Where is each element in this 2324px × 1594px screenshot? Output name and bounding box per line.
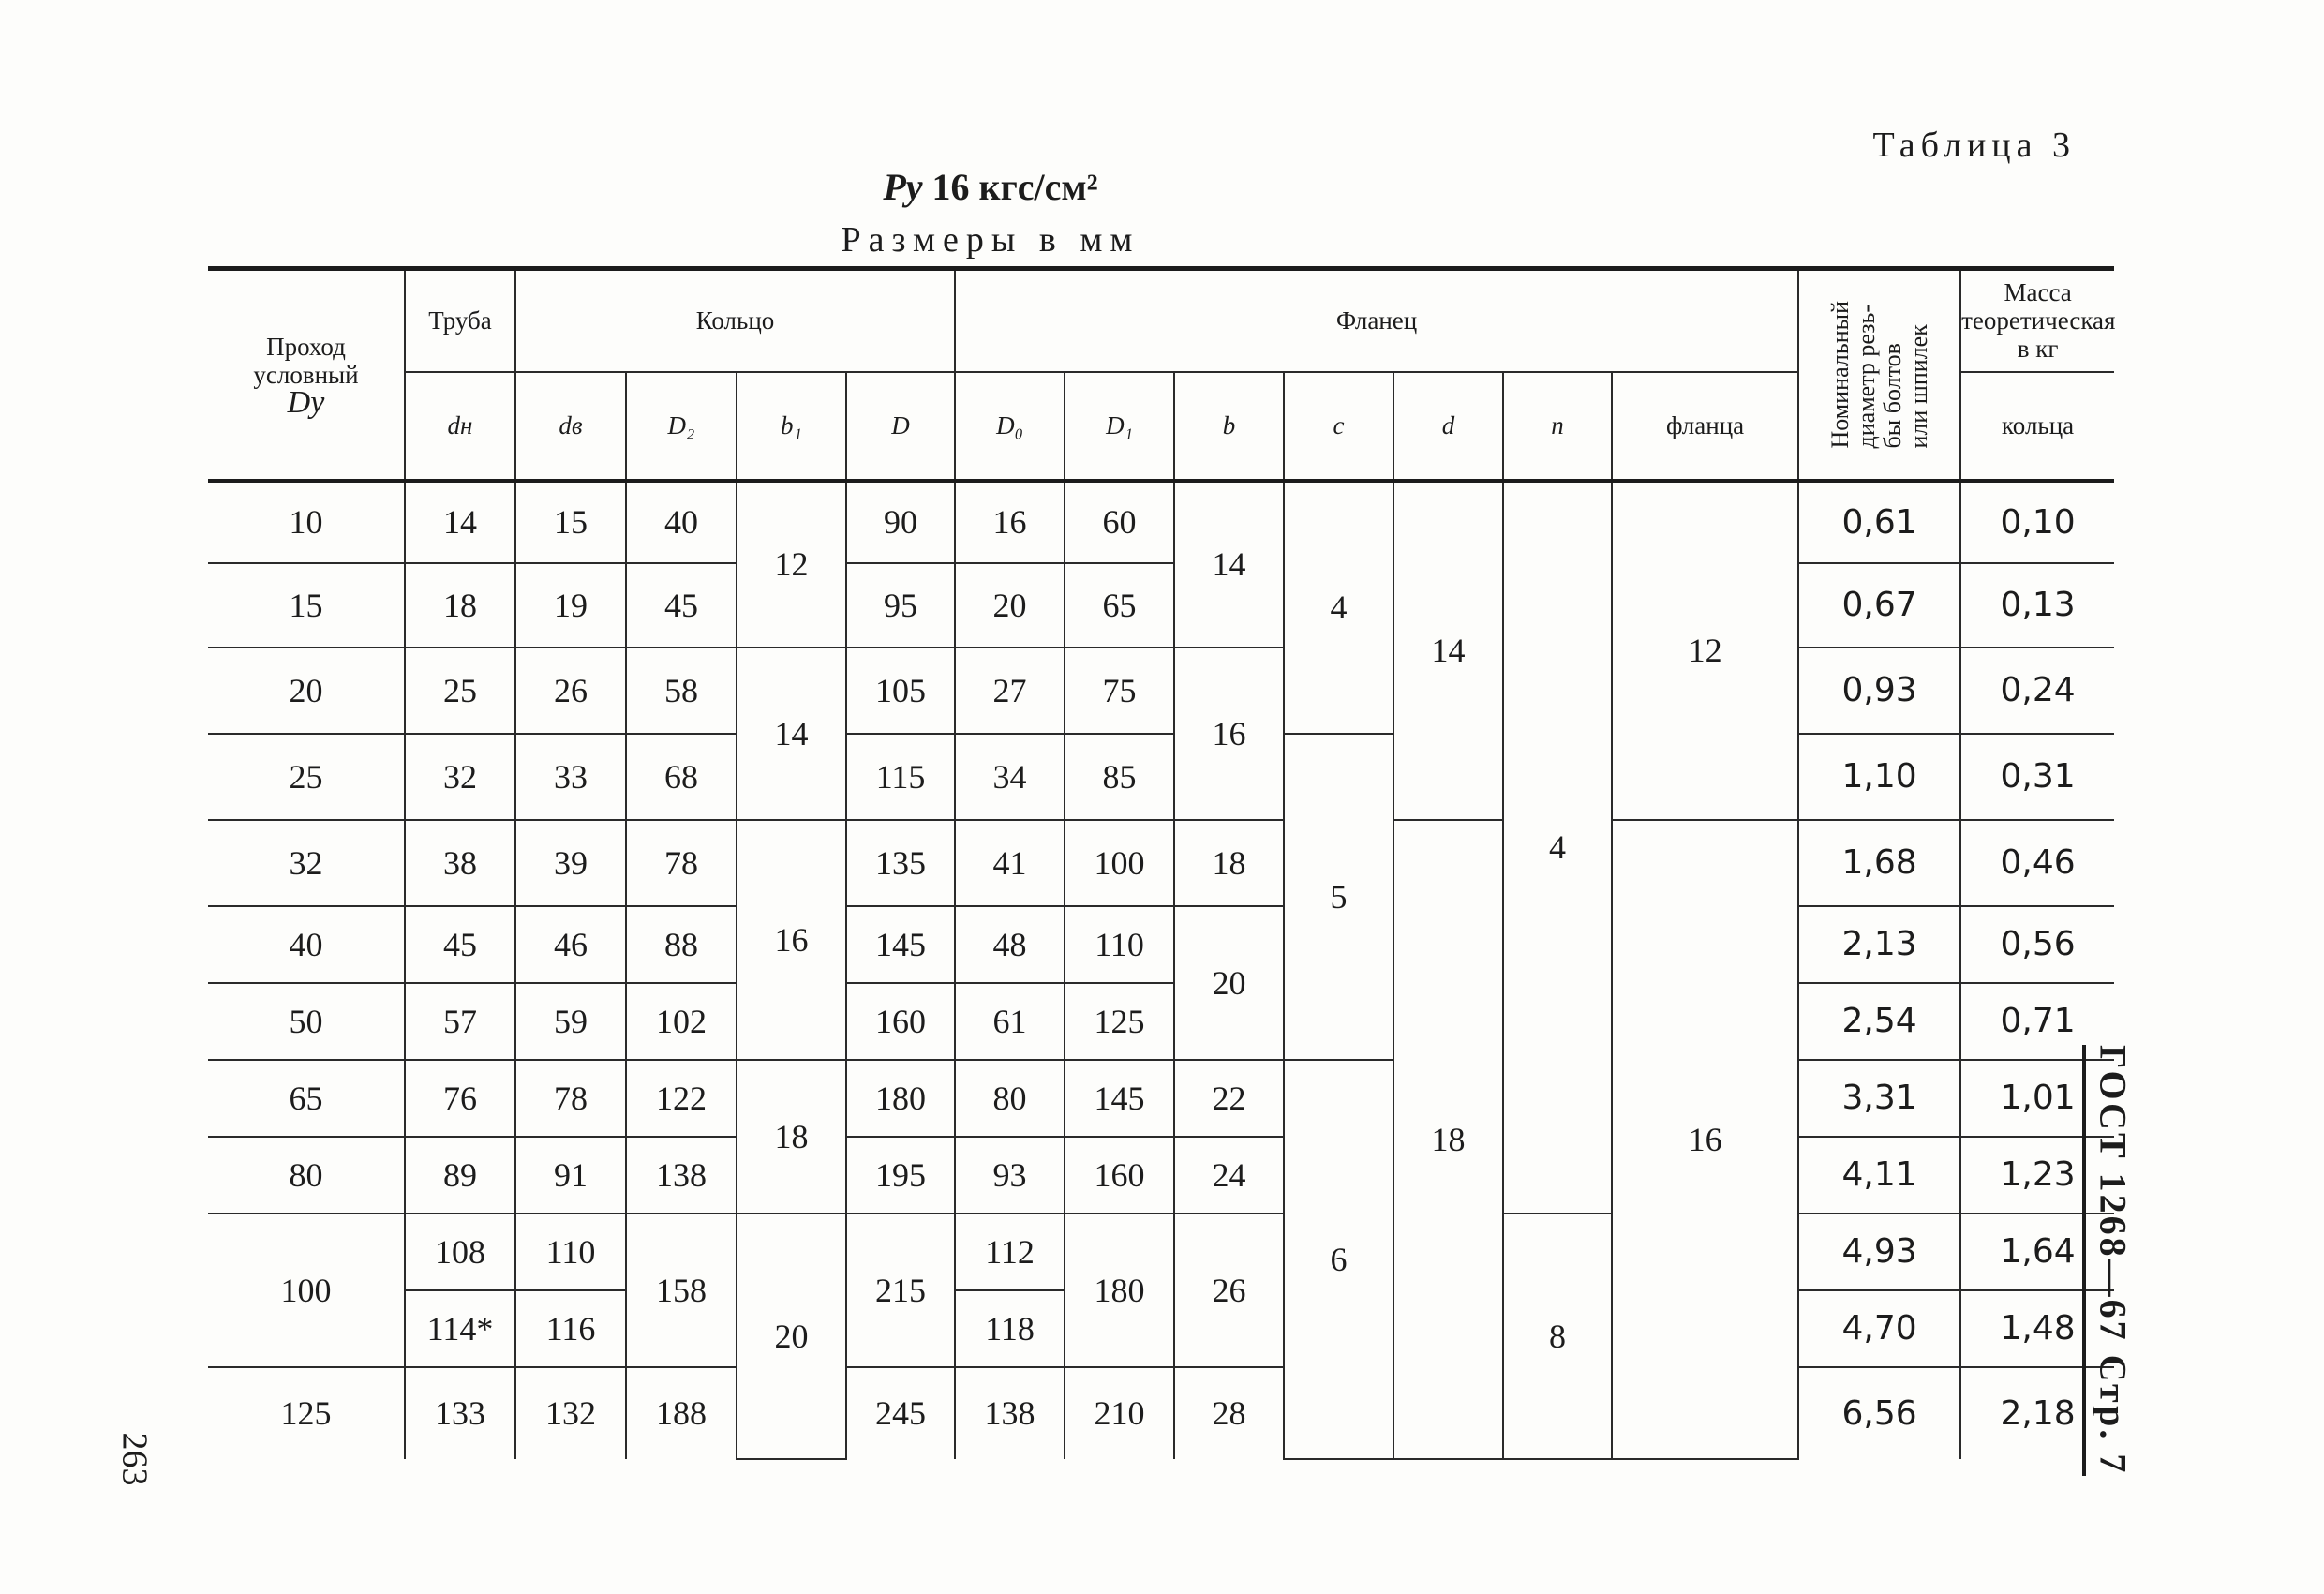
- cell-D0: 34: [955, 734, 1065, 820]
- cell-D0: 41: [955, 820, 1065, 906]
- cell-D2: 122: [626, 1060, 737, 1137]
- cell-D0: 27: [955, 648, 1065, 734]
- header-dy-line-1: Проход: [266, 332, 346, 361]
- cell-d: 14: [1393, 481, 1503, 820]
- cell-D1: 125: [1065, 983, 1174, 1060]
- cell-D0: 138: [955, 1367, 1065, 1459]
- table-row: [208, 734, 2114, 820]
- cell-dy: 40: [208, 906, 405, 983]
- cell-mass-flange: 2,54: [1798, 983, 1960, 1060]
- cell-dn: 108: [405, 1214, 515, 1290]
- cell-D: 215: [846, 1214, 955, 1367]
- cell-mass-ring: 1,01: [1960, 1060, 2114, 1137]
- cell-D0: 61: [955, 983, 1065, 1060]
- cell-dn: 57: [405, 983, 515, 1060]
- cell-D1: 110: [1065, 906, 1174, 983]
- cell-mass-ring: 0,71: [1960, 983, 2114, 1060]
- cell-dv: 15: [515, 481, 626, 563]
- header-flange: Фланец: [955, 269, 1798, 372]
- header-c: c: [1284, 372, 1393, 481]
- cell-mass-ring: 0,46: [1960, 820, 2114, 906]
- table-row: [208, 563, 2114, 648]
- table-row: [208, 906, 2114, 983]
- cell-D1: 160: [1065, 1137, 1174, 1214]
- cell-mass-flange: 1,10: [1798, 734, 1960, 820]
- cell-dn: 89: [405, 1137, 515, 1214]
- cell-dv: 26: [515, 648, 626, 734]
- header-D2: D₂: [626, 372, 737, 481]
- header-mass-line-3: в кг: [2017, 335, 2059, 364]
- cell-D0: 112: [955, 1214, 1065, 1290]
- header-dn: dн: [405, 372, 515, 481]
- cell-dv: 19: [515, 563, 626, 648]
- cell-b1: 16: [737, 820, 846, 1060]
- header-mass-line-2: теоретическая: [1961, 306, 2116, 335]
- header-mass-line-1: Масса: [2004, 278, 2072, 307]
- header-bolt-text: [1827, 301, 1932, 448]
- cell-D: 135: [846, 820, 955, 906]
- cell-mass-flange: 0,61: [1798, 481, 1960, 563]
- cell-dv: 132: [515, 1367, 626, 1459]
- cell-D2: 40: [626, 481, 737, 563]
- cell-dv: 78: [515, 1060, 626, 1137]
- cell-mass-flange: 3,31: [1798, 1060, 1960, 1137]
- cell-dv: 33: [515, 734, 626, 820]
- cell-D0: 16: [955, 481, 1065, 563]
- cell-dv: 91: [515, 1137, 626, 1214]
- header-b: b: [1174, 372, 1284, 481]
- cell-D1: 210: [1065, 1367, 1174, 1459]
- cell-D0: 118: [955, 1290, 1065, 1367]
- cell-D0: 93: [955, 1137, 1065, 1214]
- cell-D: 180: [846, 1060, 955, 1137]
- cell-dy: 125: [208, 1367, 405, 1459]
- cell-mass-ring: 0,31: [1960, 734, 2114, 820]
- cell-D0: 20: [955, 563, 1065, 648]
- header-bolt-line-4: или шпилек: [1904, 324, 1932, 449]
- cell-dy: 32: [208, 820, 405, 906]
- cell-mass-flange: 4,11: [1798, 1137, 1960, 1214]
- cell-bolt: 12: [1612, 481, 1798, 820]
- pressure-symbol: Py: [883, 166, 923, 208]
- cell-D1: 180: [1065, 1214, 1174, 1367]
- cell-D0: 48: [955, 906, 1065, 983]
- cell-D2: 138: [626, 1137, 737, 1214]
- header-mass-ring: кольца: [1960, 372, 2114, 481]
- gost-reference-text: ГОСТ 1268—67 Стр. 7: [2082, 1045, 2136, 1475]
- cell-b1: 14: [737, 648, 846, 820]
- cell-D2: 68: [626, 734, 737, 820]
- cell-mass-flange: 2,13: [1798, 906, 1960, 983]
- table-row: [208, 983, 2114, 1060]
- flange-dimensions-table: [208, 266, 2114, 1460]
- cell-D1: 75: [1065, 648, 1174, 734]
- cell-dy: 25: [208, 734, 405, 820]
- header-bolt-line-2: диаметр резь-: [1852, 304, 1880, 449]
- table-row: [208, 1214, 2114, 1290]
- cell-D2: 45: [626, 563, 737, 648]
- cell-dy: 100: [208, 1214, 405, 1367]
- cell-dv: 46: [515, 906, 626, 983]
- cell-D2: 88: [626, 906, 737, 983]
- cell-dv: 110: [515, 1214, 626, 1290]
- header-bolt-wrap: [1799, 301, 1959, 448]
- cell-b: 24: [1174, 1137, 1284, 1214]
- cell-dn: 25: [405, 648, 515, 734]
- cell-mass-flange: 0,67: [1798, 563, 1960, 648]
- header-bolt-line-3: бы болтов: [1878, 343, 1906, 449]
- header-mass: [1960, 269, 2114, 372]
- cell-D: 90: [846, 481, 955, 563]
- cell-b: 28: [1174, 1367, 1284, 1459]
- cell-mass-ring: 1,48: [1960, 1290, 2114, 1367]
- cell-dn: 133: [405, 1367, 515, 1459]
- header-d: d: [1393, 372, 1503, 481]
- cell-D: 115: [846, 734, 955, 820]
- header-D: D: [846, 372, 955, 481]
- cell-c: 5: [1284, 734, 1393, 1060]
- header-dv: dв: [515, 372, 626, 481]
- cell-c: 4: [1284, 481, 1393, 734]
- header-dy: [208, 269, 405, 481]
- cell-bolt: 16: [1612, 820, 1798, 1459]
- cell-D1: 145: [1065, 1060, 1174, 1137]
- header-dy-line-2: условный: [253, 360, 359, 389]
- table-row: [208, 1060, 2114, 1137]
- table-row: [208, 1137, 2114, 1214]
- cell-b1: 12: [737, 481, 846, 648]
- header-pipe: Труба: [405, 269, 515, 372]
- cell-D2: 188: [626, 1367, 737, 1459]
- page-number: 263: [114, 1432, 155, 1486]
- cell-D: 245: [846, 1367, 955, 1459]
- cell-mass-flange: 1,68: [1798, 820, 1960, 906]
- cell-dn: 114*: [405, 1290, 515, 1367]
- cell-D2: 78: [626, 820, 737, 906]
- header-n: n: [1503, 372, 1612, 481]
- cell-dn: 38: [405, 820, 515, 906]
- cell-b: 20: [1174, 906, 1284, 1060]
- cell-D1: 85: [1065, 734, 1174, 820]
- cell-c: 6: [1284, 1060, 1393, 1459]
- cell-b1: 18: [737, 1060, 846, 1214]
- cell-d: 18: [1393, 820, 1503, 1459]
- cell-D: 145: [846, 906, 955, 983]
- units-line: Размеры в мм: [841, 220, 1140, 260]
- cell-dy: 80: [208, 1137, 405, 1214]
- cell-n: 8: [1503, 1214, 1612, 1459]
- pressure-line: [0, 161, 1981, 214]
- gost-reference: [2038, 1045, 2179, 1476]
- table-title: [0, 161, 1981, 266]
- cell-n: 4: [1503, 481, 1612, 1214]
- cell-dy: 20: [208, 648, 405, 734]
- header-D0: D₀: [955, 372, 1065, 481]
- cell-dy: 10: [208, 481, 405, 563]
- cell-dv: 39: [515, 820, 626, 906]
- table-row: [208, 820, 2114, 906]
- cell-mass-ring: 0,13: [1960, 563, 2114, 648]
- table-row: [208, 481, 2114, 563]
- cell-mass-ring: 0,56: [1960, 906, 2114, 983]
- cell-D2: 158: [626, 1214, 737, 1367]
- header-bolt-line-1: Номинальный: [1825, 301, 1854, 449]
- header-row-groups: [208, 269, 2114, 372]
- cell-mass-ring: 1,64: [1960, 1214, 2114, 1290]
- cell-dn: 76: [405, 1060, 515, 1137]
- cell-b: 16: [1174, 648, 1284, 820]
- table-label: Таблица 3: [1872, 126, 2076, 165]
- cell-mass-flange: 0,93: [1798, 648, 1960, 734]
- cell-dv: 116: [515, 1290, 626, 1367]
- cell-dn: 18: [405, 563, 515, 648]
- cell-mass-ring: 1,23: [1960, 1137, 2114, 1214]
- cell-mass-flange: 4,93: [1798, 1214, 1960, 1290]
- cell-b: 26: [1174, 1214, 1284, 1367]
- cell-D: 105: [846, 648, 955, 734]
- cell-dy: 50: [208, 983, 405, 1060]
- cell-dn: 14: [405, 481, 515, 563]
- pressure-value: 16 кгс/см²: [931, 166, 1098, 208]
- cell-dy: 15: [208, 563, 405, 648]
- header-b1: b₁: [737, 372, 846, 481]
- cell-D0: 80: [955, 1060, 1065, 1137]
- cell-D: 160: [846, 983, 955, 1060]
- cell-mass-ring: 0,10: [1960, 481, 2114, 563]
- cell-D1: 60: [1065, 481, 1174, 563]
- cell-mass-ring: 2,18: [1960, 1367, 2114, 1459]
- cell-dy: 65: [208, 1060, 405, 1137]
- cell-dv: 59: [515, 983, 626, 1060]
- header-mass-flange: фланца: [1612, 372, 1798, 481]
- cell-b: 14: [1174, 481, 1284, 648]
- table-row: [208, 1367, 2114, 1459]
- cell-b1: 20: [737, 1214, 846, 1459]
- cell-dn: 32: [405, 734, 515, 820]
- cell-D2: 102: [626, 983, 737, 1060]
- cell-dn: 45: [405, 906, 515, 983]
- cell-mass-ring: 0,24: [1960, 648, 2114, 734]
- cell-D1: 65: [1065, 563, 1174, 648]
- cell-D: 95: [846, 563, 955, 648]
- header-bolt-diameter: [1798, 269, 1960, 481]
- cell-mass-flange: 4,70: [1798, 1290, 1960, 1367]
- cell-mass-flange: 6,56: [1798, 1367, 1960, 1459]
- cell-D: 195: [846, 1137, 955, 1214]
- cell-D1: 100: [1065, 820, 1174, 906]
- cell-b: 22: [1174, 1060, 1284, 1137]
- header-dy-symbol: Dу: [287, 384, 325, 420]
- header-ring: Кольцо: [515, 269, 955, 372]
- table-row: [208, 648, 2114, 734]
- cell-b: 18: [1174, 820, 1284, 906]
- cell-D2: 58: [626, 648, 737, 734]
- header-D1: D₁: [1065, 372, 1174, 481]
